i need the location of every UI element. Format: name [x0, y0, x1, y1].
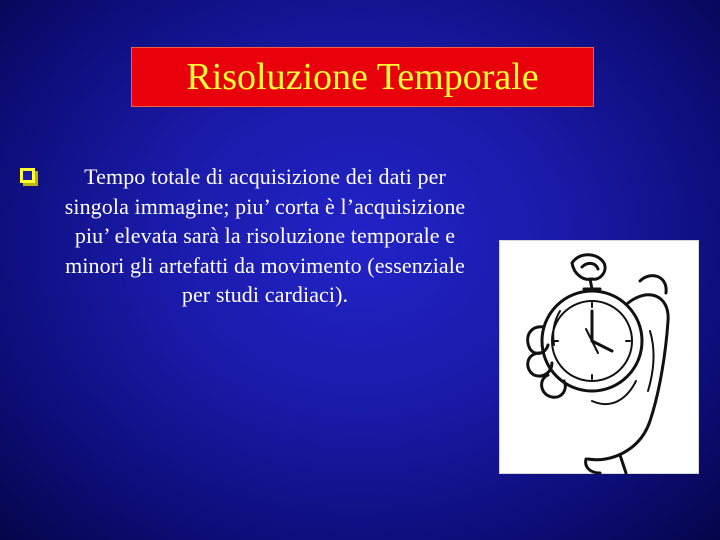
title-box [131, 47, 594, 107]
bullet-text: Tempo totale di acquisizione dei dati per singola immagine; piu’ corta è l’acquisizione piu’ elevata sarà la risoluzione temporale e minori gli artefatti da movimento (essenziale per studi cardiaci). [64, 164, 466, 308]
slide-title: Risoluzione Temporale [186, 56, 539, 98]
stopwatch-illustration [499, 240, 699, 474]
hand-holding-stopwatch-icon [500, 241, 700, 475]
checkbox-square-icon [18, 166, 40, 188]
